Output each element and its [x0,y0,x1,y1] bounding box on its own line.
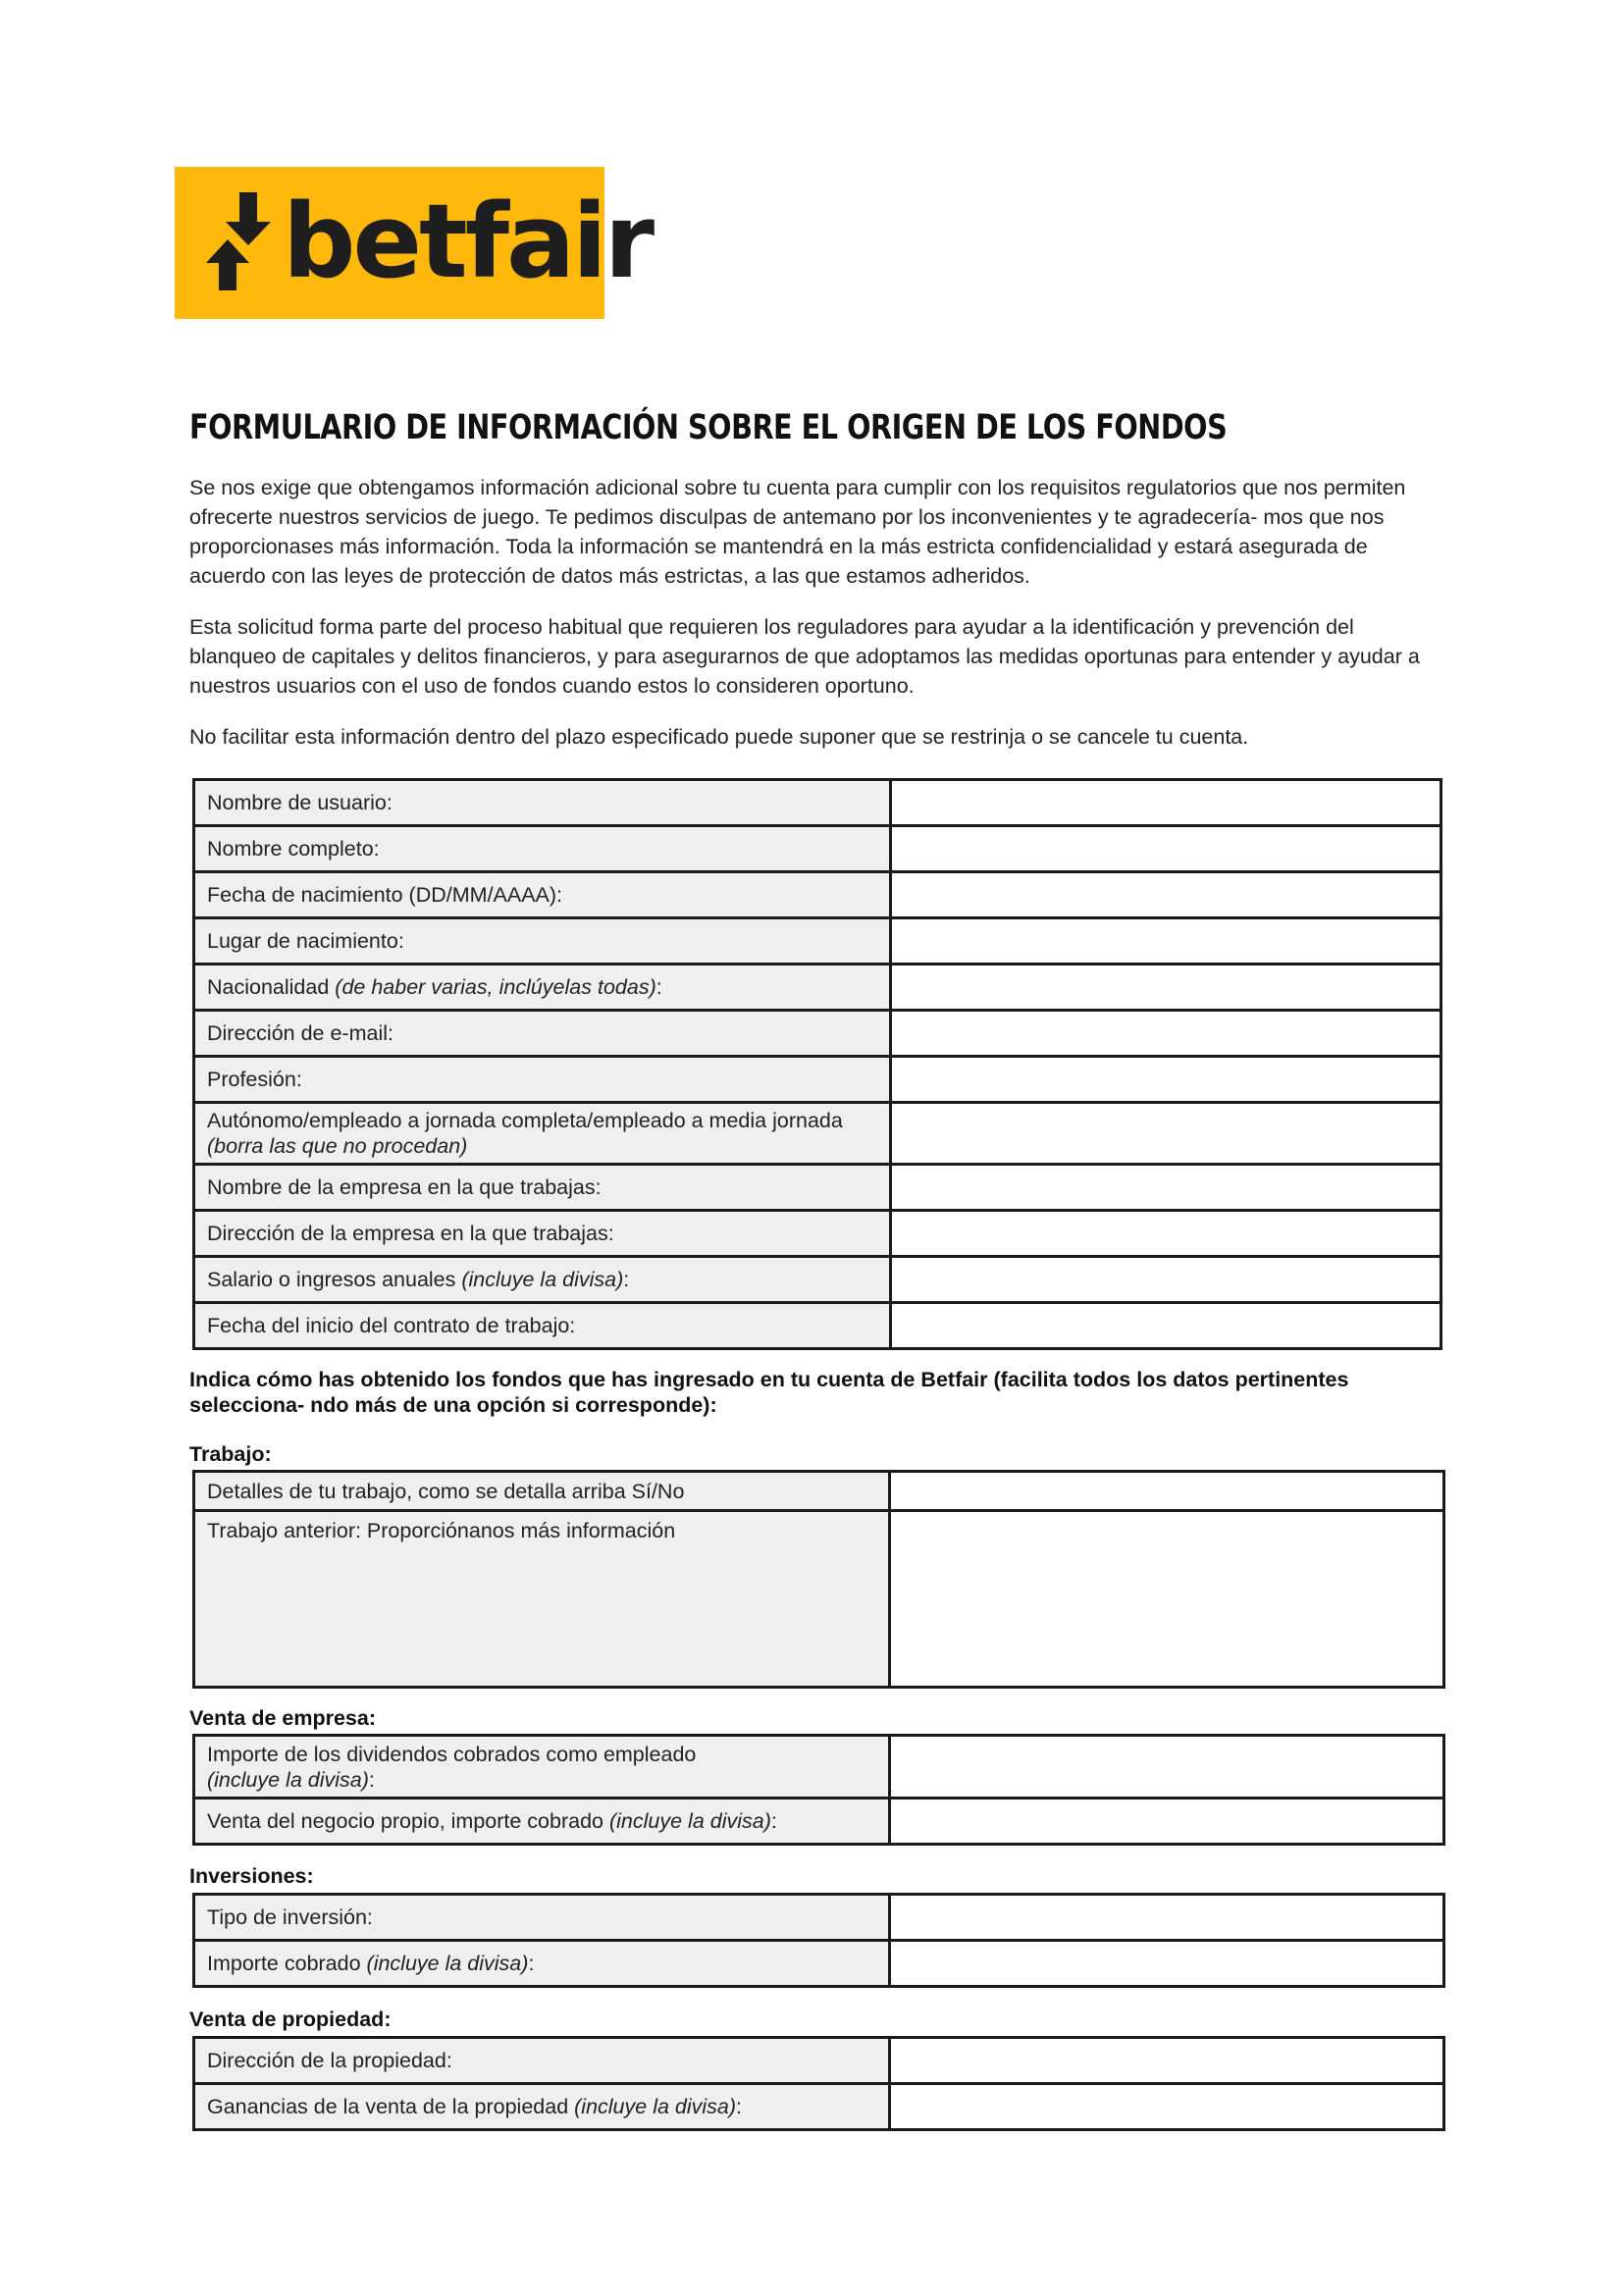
salary-label [194,1257,891,1303]
table-row [194,1472,1444,1511]
nationality-colon: : [655,975,662,999]
dividends-colon: : [368,1767,375,1792]
table-row [194,1895,1444,1941]
property-gains-colon: : [736,2095,743,2118]
investment-type-field[interactable] [890,1895,1444,1941]
property-gains-label [194,2084,890,2130]
property-address-label: Dirección de la propiedad: [194,2038,890,2084]
betfair-arrows-icon [200,188,288,296]
business-sale-label [194,1799,890,1845]
table-row [194,1057,1441,1103]
job-details-label: Detalles de tu trabajo, como se detalla arriba Sí/No [194,1472,890,1511]
contract-start-field[interactable] [891,1303,1441,1349]
job-details-field[interactable] [890,1472,1444,1511]
funds-instructions: Indica cómo has obtenido los fondos que has ingresado en tu cuenta de Betfair (facilita todos los datos pertinentes selecciona- ndo más de una opción si corresponde): [189,1368,1349,1417]
section-heading-venta-empresa: Venta de empresa: [189,1706,377,1730]
employment-label [194,1103,891,1165]
salary-field[interactable] [891,1257,1441,1303]
business-sale-text: Venta del negocio propio, importe cobrado [207,1809,609,1833]
section-heading-inversiones: Inversiones: [189,1864,314,1888]
table-row [194,1257,1441,1303]
table-row [194,1511,1444,1688]
contract-start-label: Fecha del inicio del contrato de trabajo: [194,1303,891,1349]
table-row [194,1103,1441,1165]
investment-amount-label [194,1941,890,1987]
purpose-paragraph: Esta solicitud forma parte del proceso habitual que requieren los reguladores para ayudar a la identificación y prevención del blanqueo de capitales y delitos financieros, y para asegurarnos de que adoptamos las medidas oportunas para entender y ayudar a nuestros usuarios con el uso de fondos cuando estos lo consideren oportuno. [189,615,1420,698]
venta-propiedad-table [192,2036,1445,2131]
venta-empresa-table [192,1734,1445,1846]
intro-paragraph: Se nos exige que obtengamos información adicional sobre tu cuenta para cumplir con los requisitos regulatorios que nos permiten ofrecerte nuestros servicios de juego. Te pedimos disculpas de antemano por los inconvenientes y te agradecería- mos que nos proporcionases más información. Toda la información se mantendrá en la más estricta confidencialidad y estará asegurada de acuerdo con las leyes de protección de datos más estrictas, a las que estamos adheridos. [189,476,1406,588]
salary-note: (incluye la divisa) [461,1268,624,1291]
nationality-field[interactable] [891,965,1441,1011]
property-gains-text: Ganancias de la venta de la propiedad [207,2095,575,2118]
table-row [194,1941,1444,1987]
dob-label: Fecha de nacimiento (DD/MM/AAAA): [194,872,891,918]
employment-note: (borra las que no procedan) [207,1134,468,1158]
email-field[interactable] [891,1011,1441,1057]
table-row [194,965,1441,1011]
investment-amount-text: Importe cobrado [207,1952,367,1975]
page-title: FORMULARIO DE INFORMACIÓN SOBRE EL ORIGEN DE LOS FONDOS [189,408,1228,447]
table-row [194,780,1441,826]
trabajo-table [192,1470,1445,1689]
table-row [194,1011,1441,1057]
table-row [194,918,1441,965]
property-address-field[interactable] [890,2038,1444,2084]
salary-text: Salario o ingresos anuales [207,1268,462,1291]
previous-job-field[interactable] [890,1511,1444,1688]
username-label: Nombre de usuario: [194,780,891,826]
dividends-label [194,1736,890,1799]
nationality-text: Nacionalidad [207,975,336,999]
table-row [194,826,1441,872]
company-name-field[interactable] [891,1165,1441,1211]
table-row [194,2084,1444,2130]
betfair-logo [175,167,653,319]
investment-type-label: Tipo de inversión: [194,1895,890,1941]
warning-paragraph: No facilitar esta información dentro del plazo especificado puede suponer que se restrinja o se cancele tu cuenta. [189,725,1249,749]
profession-label: Profesión: [194,1057,891,1103]
table-row [194,1799,1444,1845]
nationality-label [194,965,891,1011]
employment-field[interactable] [891,1103,1441,1165]
section-heading-trabajo: Trabajo: [189,1442,272,1466]
investment-amount-colon: : [528,1952,535,1975]
investment-amount-note: (incluye la divisa) [366,1952,529,1975]
table-row [194,1211,1441,1257]
section-heading-venta-propiedad: Venta de propiedad: [189,2008,392,2031]
table-row [194,1303,1441,1349]
username-field[interactable] [891,780,1441,826]
dividends-note: (incluye la divisa) [207,1767,369,1792]
nationality-note: (de haber varias, inclúyelas todas) [335,975,656,999]
table-row [194,1736,1444,1799]
business-sale-colon: : [770,1809,777,1833]
birthplace-field[interactable] [891,918,1441,965]
employment-text: Autónomo/empleado a jornada completa/empleado a media jornada [207,1109,843,1132]
table-row [194,2038,1444,2084]
table-row [194,872,1441,918]
company-address-label: Dirección de la empresa en la que trabajas: [194,1211,891,1257]
logo-wordmark: betfair [283,182,653,301]
company-address-field[interactable] [891,1211,1441,1257]
investment-amount-field[interactable] [890,1941,1444,1987]
dob-field[interactable] [891,872,1441,918]
profession-field[interactable] [891,1057,1441,1103]
property-gains-note: (incluye la divisa) [574,2095,737,2118]
dividends-text: Importe de los dividendos cobrados como empleado [207,1742,697,1766]
company-name-label: Nombre de la empresa en la que trabajas: [194,1165,891,1211]
salary-colon: : [623,1268,630,1291]
inversiones-table [192,1893,1445,1988]
previous-job-label: Trabajo anterior: Proporciónanos más información [194,1511,890,1688]
table-row [194,1165,1441,1211]
fullname-label: Nombre completo: [194,826,891,872]
email-label: Dirección de e-mail: [194,1011,891,1057]
birthplace-label: Lugar de nacimiento: [194,918,891,965]
property-gains-field[interactable] [890,2084,1444,2130]
personal-info-table [192,778,1442,1350]
fullname-field[interactable] [891,826,1441,872]
dividends-field[interactable] [890,1736,1444,1799]
business-sale-field[interactable] [890,1799,1444,1845]
business-sale-note: (incluye la divisa) [608,1809,771,1833]
